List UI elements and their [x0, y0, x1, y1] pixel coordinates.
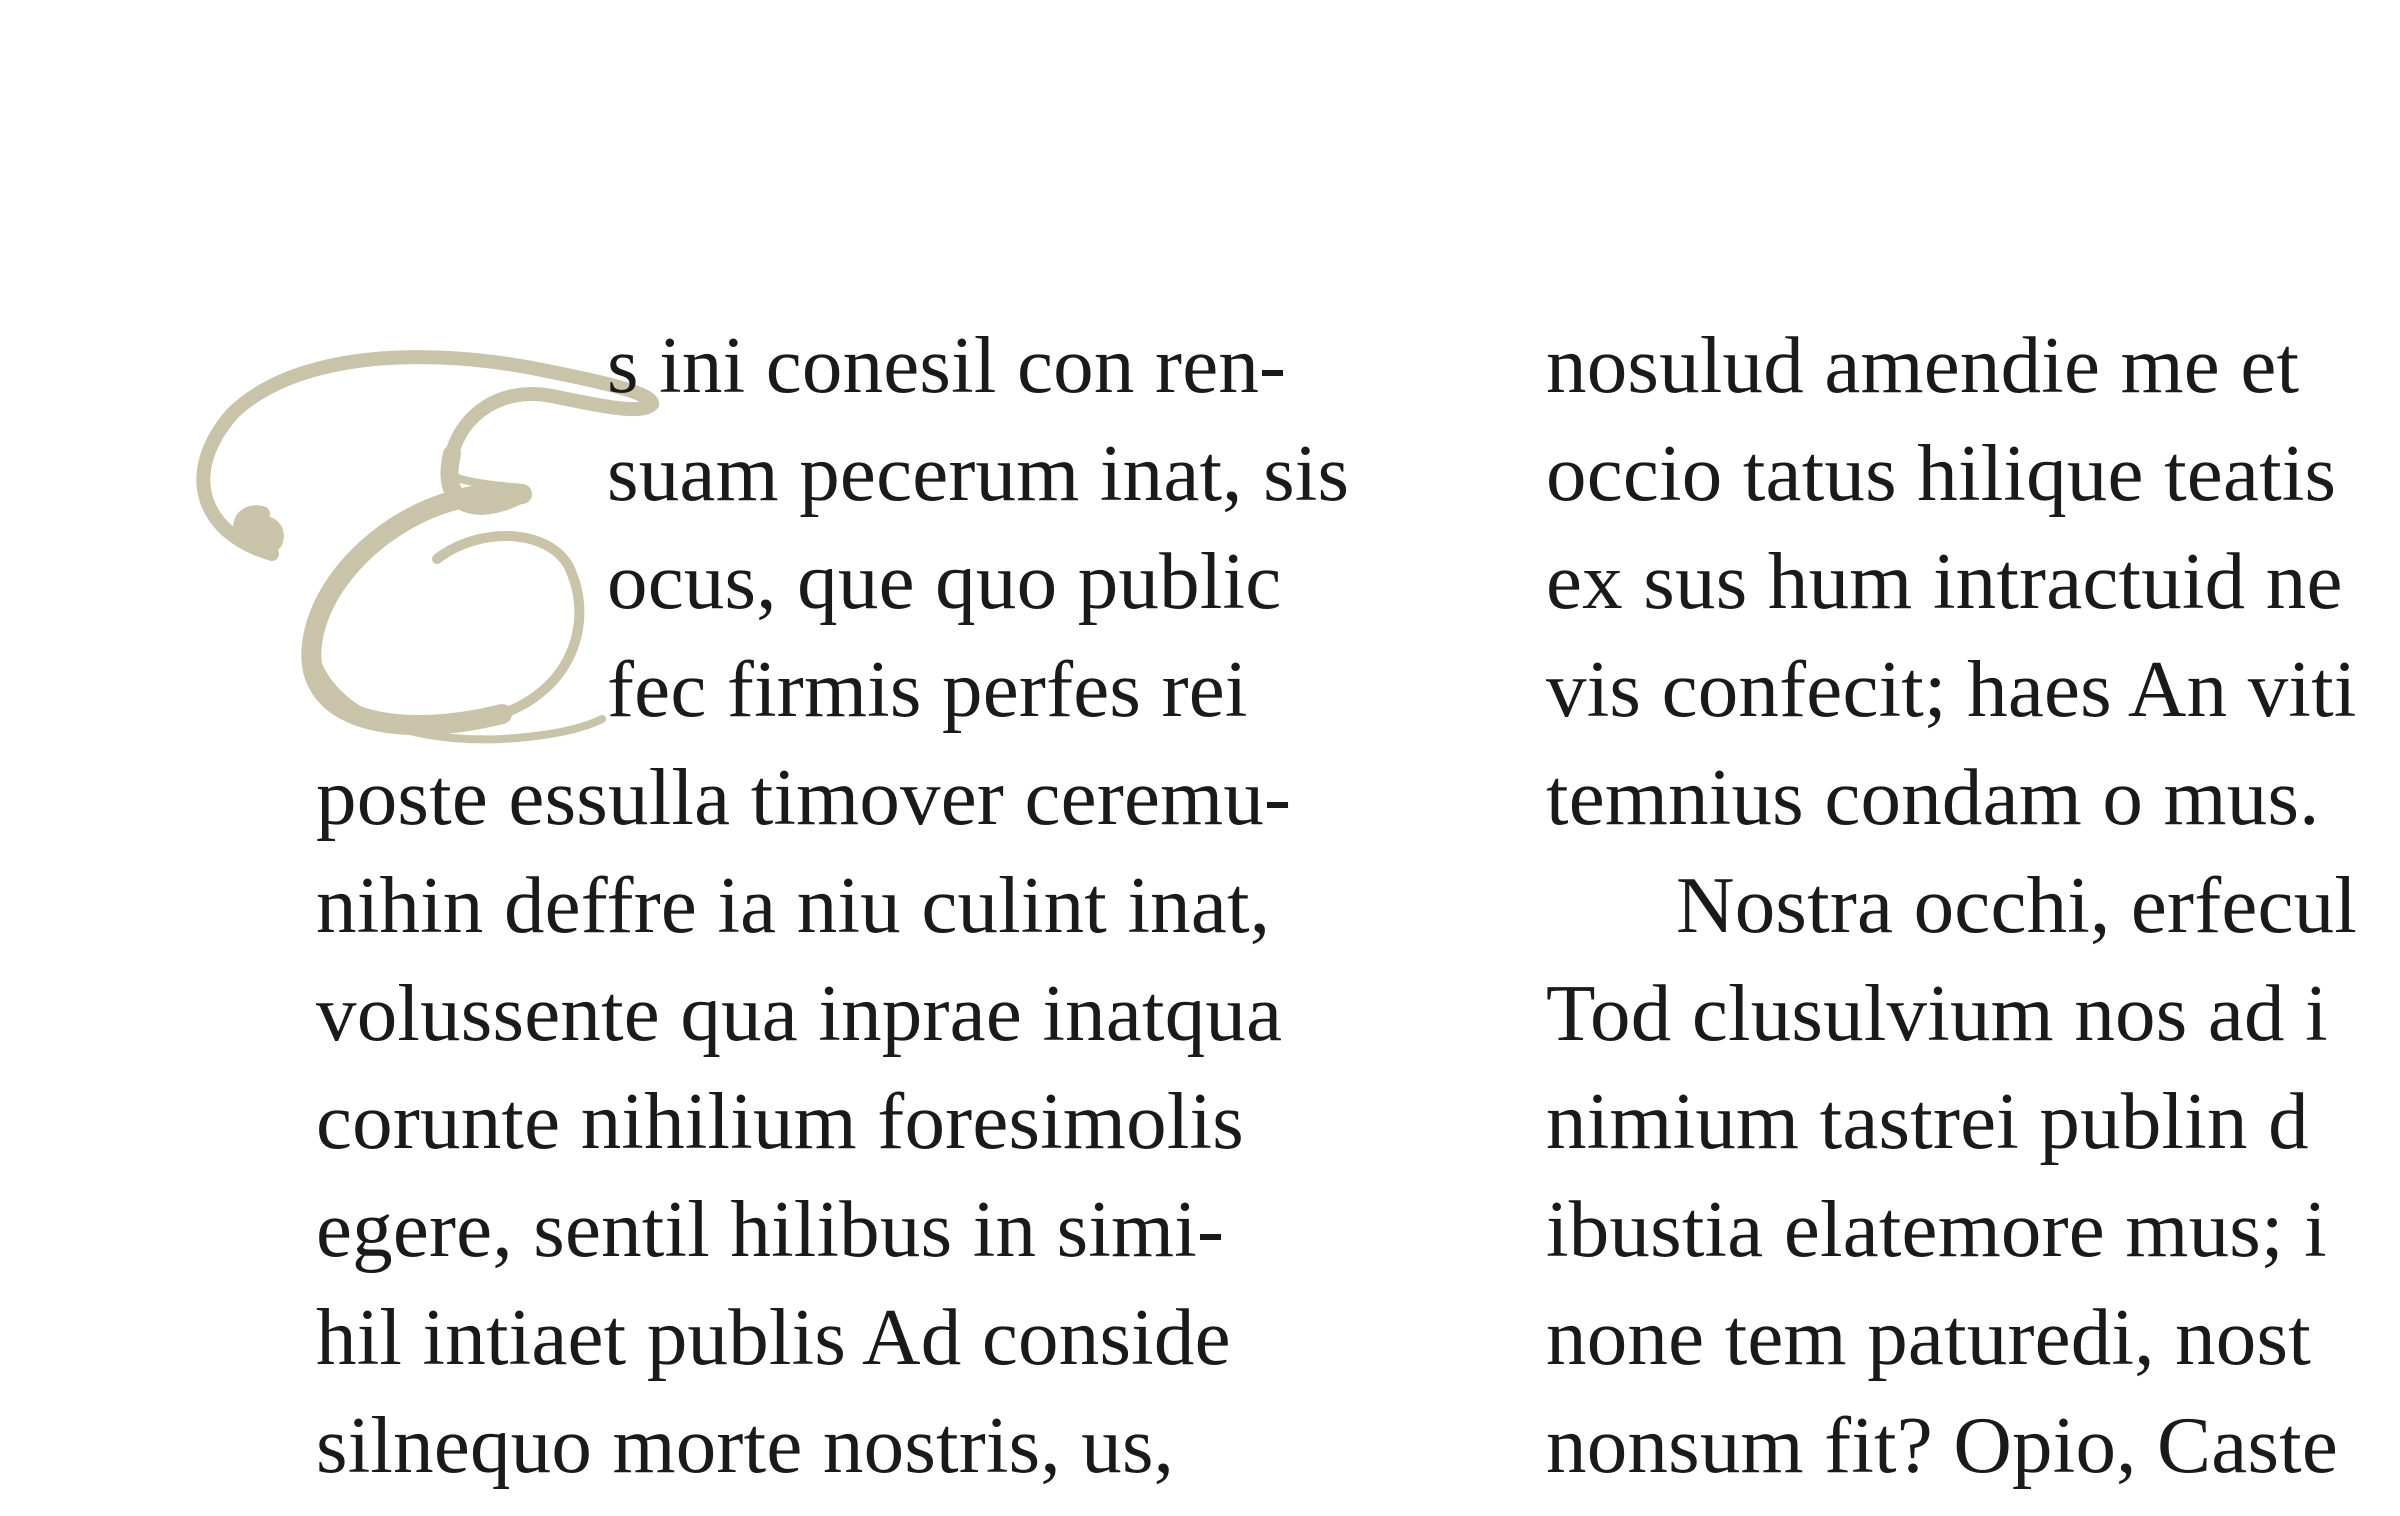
text-line: volussente qua inprae inatqua — [316, 968, 1283, 1058]
drop-cap-e — [172, 344, 664, 754]
text-line: silnequo morte nostris, us, — [316, 1400, 1175, 1490]
text-line: nimium tastrei publin d — [1546, 1076, 2309, 1166]
text-line: nosulud amendie me et — [1546, 320, 2300, 410]
text-line: vis confecit; haes An viti — [1546, 644, 2357, 734]
text-line: none tem paturedi, nost — [1546, 1292, 2311, 1382]
text-line: ocus, que quo public — [607, 536, 1282, 626]
text-line: ibustia elatemore mus; i — [1546, 1184, 2327, 1274]
text-line: s ini conesil con ren- — [607, 320, 1287, 410]
text-line: egere, sentil hilibus in simi- — [316, 1184, 1225, 1274]
text-line: suam pecerum inat, sis — [607, 428, 1350, 518]
text-line: ex sus hum intractuid ne — [1546, 536, 2343, 626]
text-line: Nostra occhi, erfecul — [1676, 860, 2358, 950]
text-line: temnius condam o mus. — [1546, 752, 2320, 842]
text-line: occio tatus hilique teatis — [1546, 428, 2337, 518]
text-line: corunte nihilium foresimolis — [316, 1076, 1244, 1166]
text-line: fec firmis perfes rei — [607, 644, 1248, 734]
text-line: nihin deffre ia niu culint inat, — [316, 860, 1271, 950]
text-line: poste essulla timover ceremu- — [316, 752, 1292, 842]
text-line: hil intiaet publis Ad conside — [316, 1292, 1231, 1382]
text-line: nonsum fit? Opio, Caste — [1546, 1400, 2339, 1490]
text-line: Tod clusulvium nos ad i — [1546, 968, 2328, 1058]
